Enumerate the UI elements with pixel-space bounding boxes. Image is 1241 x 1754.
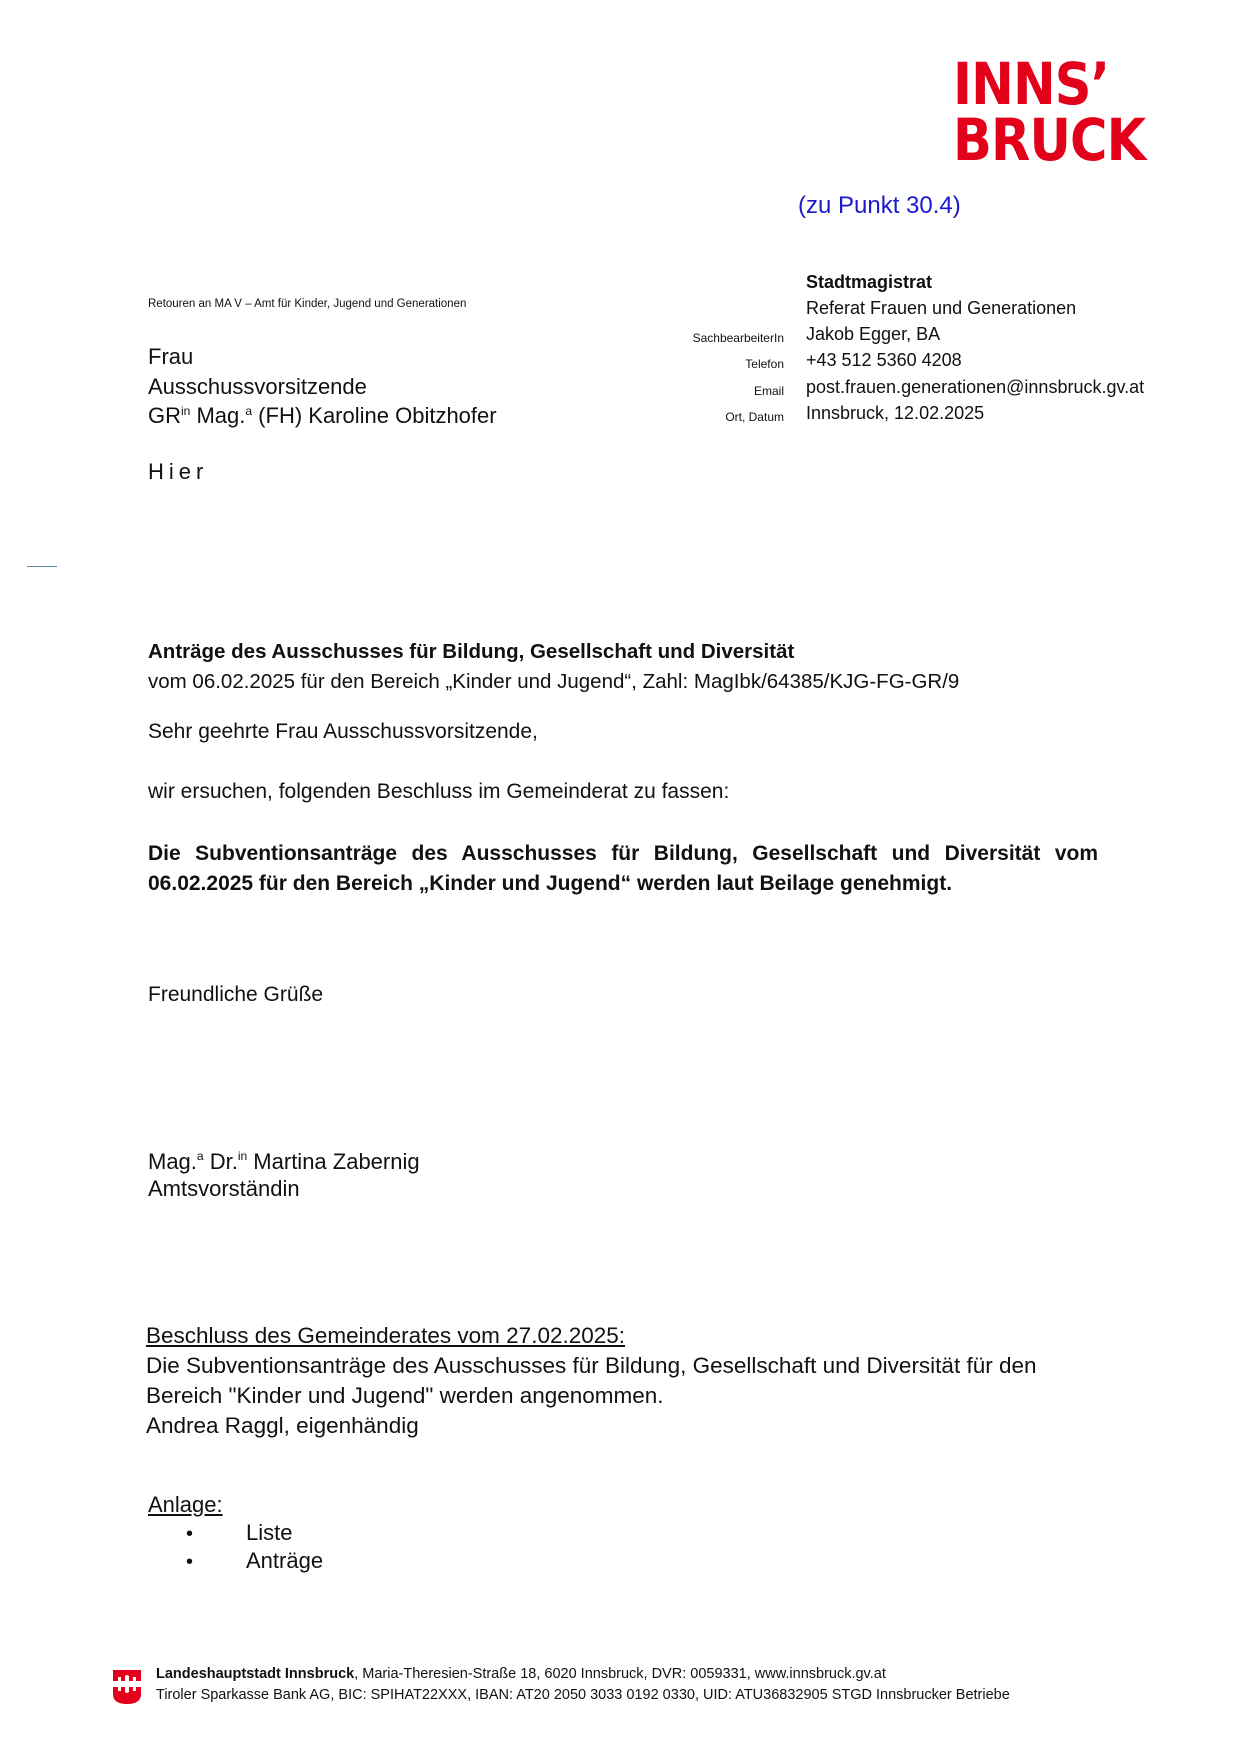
sig-dr-sup: in xyxy=(237,1149,248,1163)
recipient-full-name: (FH) Karoline Obitzhofer xyxy=(252,403,497,428)
footer-line-2: Tiroler Sparkasse Bank AG, BIC: SPIHAT22XXX, IBAN: AT20 2050 3033 0192 0330, UID: ATU36832905 STGD Innsbrucker Betriebe xyxy=(156,1687,1010,1703)
value-sachbearbeiter: Jakob Egger, BA xyxy=(806,324,941,344)
recipient-location: Hier xyxy=(148,459,209,484)
recipient-address xyxy=(148,342,497,431)
footer-org-name: Landeshauptstadt Innsbruck xyxy=(156,1666,355,1682)
attachment-item xyxy=(186,1520,292,1546)
innsbruck-coat-of-arms-icon xyxy=(112,1666,142,1706)
return-address: Retouren an MA V – Amt für Kinder, Jugend und Generationen xyxy=(148,298,467,310)
value-ort-datum: Innsbruck, 12.02.2025 xyxy=(806,403,985,423)
council-decision-text: Die Subventionsanträge des Ausschusses für Bildung, Gesellschaft und Diversität für den Bereich "Kinder und Jugend" werden angenommen. xyxy=(146,1353,1037,1408)
sig-mag-sup: a xyxy=(196,1149,204,1163)
signature-role: Amtsvorständin xyxy=(148,1176,300,1201)
label-email: Email xyxy=(753,384,784,398)
innsbruck-logo xyxy=(953,50,1197,174)
logo-line-2: BRUCK xyxy=(953,106,1146,174)
signature xyxy=(148,1148,420,1202)
title-mag: Mag. xyxy=(190,403,246,428)
bullet-icon: • xyxy=(186,1523,194,1545)
sender-office: Stadtmagistrat xyxy=(806,272,933,292)
label-telefon: Telefon xyxy=(745,357,784,371)
footer-address: , Maria-Theresien-Straße 18, 6020 Innsbruck, DVR: 0059331, www.innsbruck.gv.at xyxy=(354,1666,886,1682)
council-decision-signed: Andrea Raggl, eigenhändig xyxy=(146,1413,419,1438)
council-decision xyxy=(146,1321,1106,1441)
greeting: Sehr geehrte Frau Ausschussvorsitzende, xyxy=(148,720,538,743)
footer-line-1 xyxy=(156,1666,886,1682)
request-text: wir ersuchen, folgenden Beschluss im Gemeinderat zu fassen: xyxy=(148,780,730,803)
recipient-salutation: Frau xyxy=(148,344,194,369)
title-gr-sup: in xyxy=(181,404,191,418)
subject-title: Anträge des Ausschusses für Bildung, Gesellschaft und Diversität xyxy=(148,640,795,663)
agenda-reference: (zu Punkt 30.4) xyxy=(798,192,961,219)
subject-line-2: vom 06.02.2025 für den Bereich „Kinder und Jugend“, Zahl: MagIbk/64385/KJG-FG-GR/9 xyxy=(148,670,960,693)
attachment-label: Anträge xyxy=(246,1548,324,1573)
recipient-name xyxy=(148,401,497,431)
label-sachbearbeiter: SachbearbeiterIn xyxy=(692,331,784,345)
title-mag-sup: a xyxy=(245,404,253,418)
closing: Freundliche Grüße xyxy=(148,983,324,1006)
fold-mark xyxy=(27,566,57,567)
council-decision-heading: Beschluss des Gemeinderates vom 27.02.2025: xyxy=(146,1323,626,1348)
value-email[interactable]: post.frauen.generationen@innsbruck.gv.at xyxy=(806,377,1145,397)
sig-fullname: Martina Zabernig xyxy=(247,1149,420,1174)
attachment-label: Liste xyxy=(246,1520,293,1545)
attachment-item xyxy=(186,1548,323,1574)
bullet-icon: • xyxy=(186,1551,194,1573)
label-ort-datum: Ort, Datum xyxy=(725,410,784,424)
sender-department: Referat Frauen und Generationen xyxy=(806,298,1077,318)
sig-dr: Dr. xyxy=(203,1149,238,1174)
attachments-heading: Anlage: xyxy=(148,1492,223,1517)
signature-name xyxy=(148,1148,420,1175)
resolution-text: Die Subventionsanträge des Ausschusses für Bildung, Gesellschaft und Diversität vom 06.02.2025 für den Bereich „Kinder und Jugend“ werden laut Beilage genehmigt. xyxy=(148,842,1098,895)
sig-mag: Mag. xyxy=(148,1149,197,1174)
title-gr: GR xyxy=(148,403,181,428)
logo-line-1: INNS’ xyxy=(953,50,1110,118)
subject xyxy=(148,637,959,697)
recipient-role: Ausschussvorsitzende xyxy=(148,373,367,399)
value-telefon: +43 512 5360 4208 xyxy=(806,350,962,370)
